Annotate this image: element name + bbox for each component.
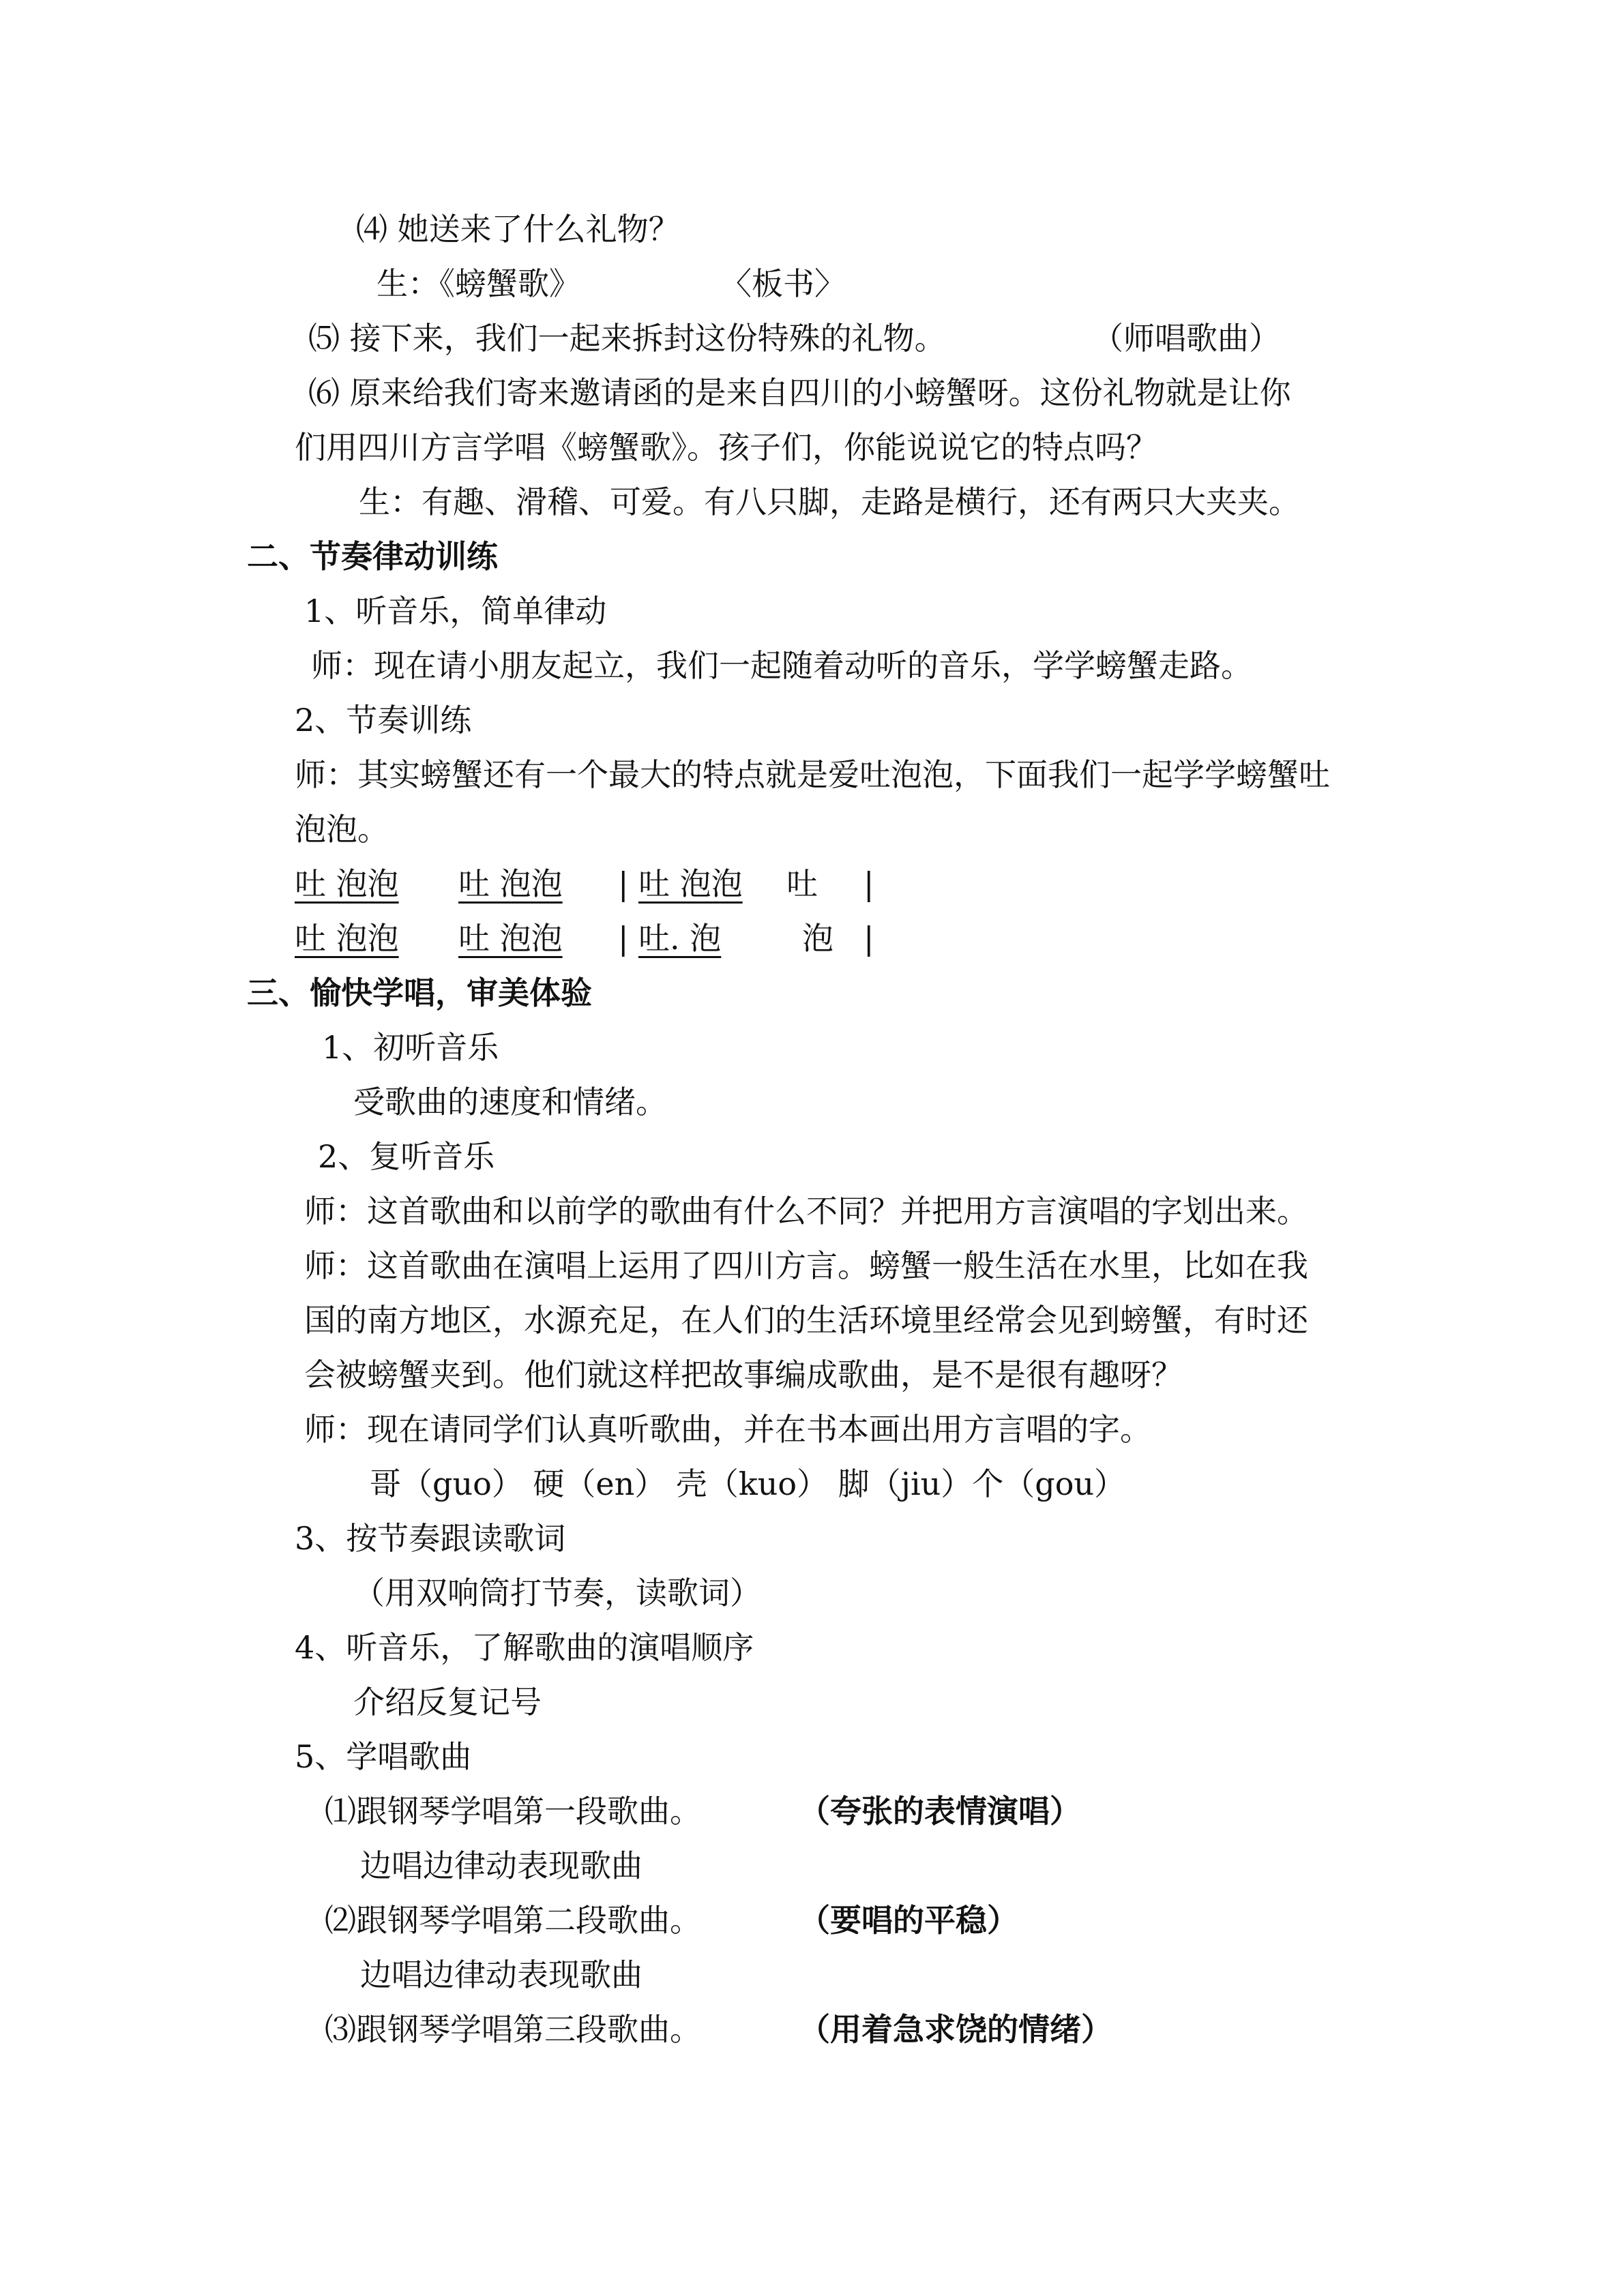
rhythm-cell: 泡 — [802, 920, 833, 957]
text-line: 边唱边律动表现歌曲 — [360, 1847, 643, 1884]
text-line: 师：这首歌曲和以前学的歌曲有什么不同？并把用方言演唱的字划出来。 — [304, 1193, 1308, 1229]
text-line: 们用四川方言学唱《螃蟹歌》。孩子们，你能说说它的特点吗？ — [295, 429, 1157, 466]
text-line: 师：其实螃蟹还有一个最大的特点就是爱吐泡泡，下面我们一起学学螃蟹吐 — [295, 756, 1330, 793]
text-line: 国的南方地区，水源充足，在人们的生活环境里经常会见到螃蟹，有时还 — [304, 1302, 1308, 1339]
text-line: （用双响筒打节奏，读歌词） — [353, 1575, 761, 1611]
stage-note: （师唱歌曲） — [1092, 320, 1280, 357]
rhythm-cell: 吐 — [786, 865, 818, 902]
bar-line: | — [618, 920, 629, 957]
text-line: ⑵跟钢琴学唱第二段歌曲。 — [325, 1902, 701, 1939]
text-line: 3、按节奏跟读歌词 — [295, 1520, 566, 1557]
text-line: 师：这首歌曲在演唱上运用了四川方言。螃蟹一般生活在水里，比如在我 — [304, 1247, 1308, 1284]
section-heading: 三、愉快学唱，审美体验 — [247, 974, 592, 1011]
text-line: 5、学唱歌曲 — [295, 1738, 472, 1775]
dialect-words: 哥（guo） 硬（en） 壳（kuo） 脚（jiu）个（gou） — [370, 1465, 1126, 1502]
rhythm-cell: 吐 泡泡 — [458, 920, 563, 957]
text-line: 1、听音乐，简单律动 — [304, 593, 607, 629]
singing-note: （夸张的表情演唱） — [799, 1793, 1081, 1830]
text-line: 4、听音乐，了解歌曲的演唱顺序 — [295, 1629, 754, 1666]
text-line: 师：现在请同学们认真听歌曲，并在书本画出用方言唱的字。 — [304, 1411, 1151, 1448]
bar-line: | — [863, 865, 874, 902]
board-note: 〈板书〉 — [720, 265, 846, 302]
rhythm-cell: 吐 泡泡 — [295, 920, 399, 957]
rhythm-cell: 吐. 泡 — [638, 920, 722, 957]
singing-note: （用着急求饶的情绪） — [799, 2011, 1112, 2048]
text-line: ⑹ 原来给我们寄来邀请函的是来自四川的小螃蟹呀。这份礼物就是让你 — [308, 374, 1291, 411]
text-line: ⑷ 她送来了什么礼物？ — [356, 211, 680, 248]
section-heading: 二、节奏律动训练 — [247, 538, 498, 575]
bar-line: | — [618, 865, 629, 902]
rhythm-cell: 吐 泡泡 — [295, 865, 399, 902]
text-line: ⑶跟钢琴学唱第三段歌曲。 — [325, 2011, 701, 2048]
text-line: 生：有趣、滑稽、可爱。有八只脚，走路是横行，还有两只大夹夹。 — [359, 483, 1300, 520]
text-line: 受歌曲的速度和情绪。 — [353, 1084, 667, 1120]
text-line: 师：现在请小朋友起立，我们一起随着动听的音乐，学学螃蟹走路。 — [311, 647, 1252, 684]
rhythm-cell: 吐 泡泡 — [458, 865, 563, 902]
text-line: 2、复听音乐 — [318, 1138, 495, 1175]
text-line: 生：《螃蟹歌》 — [377, 265, 580, 302]
text-line: 边唱边律动表现歌曲 — [360, 1956, 643, 1993]
bar-line: | — [863, 920, 874, 957]
text-line: ⑸ 接下来，我们一起来拆封这份特殊的礼物。 — [308, 320, 946, 357]
text-line: 会被螃蟹夹到。他们就这样把故事编成歌曲，是不是很有趣呀？ — [304, 1356, 1183, 1393]
singing-note: （要唱的平稳） — [799, 1902, 1018, 1939]
text-line: 2、节奏训练 — [295, 702, 472, 739]
text-line: ⑴跟钢琴学唱第一段歌曲。 — [325, 1793, 701, 1830]
text-line: 泡泡。 — [295, 811, 389, 848]
text-line: 1、初听音乐 — [322, 1029, 499, 1066]
rhythm-cell: 吐 泡泡 — [638, 865, 743, 902]
text-line: 介绍反复记号 — [353, 1684, 542, 1720]
